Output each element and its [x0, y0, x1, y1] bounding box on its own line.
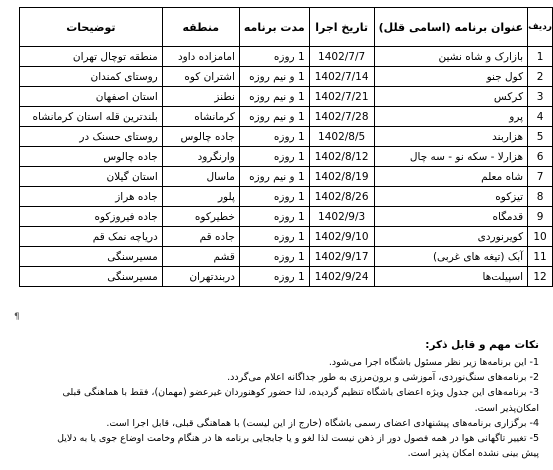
- cell-duration: 1 روزه: [239, 187, 309, 207]
- cell-notes: روستای کمندان: [20, 67, 163, 87]
- cell-row-number: 12: [528, 267, 553, 287]
- cell-date: 1402/9/24: [309, 267, 374, 287]
- cell-region: ماسال: [162, 167, 239, 187]
- note-item: 5- تغییر تاگهانی هوا در همه فصول دور از ذهن نیست لذا لغو و یا جابجایی برنامه ها در هنگام وخامت اوضاع جوی یا به دلایل: [57, 433, 539, 445]
- cell-date: 1402/9/17: [309, 247, 374, 267]
- cell-duration: 1 و نیم روزه: [239, 87, 309, 107]
- notes-list: [14, 355, 539, 461]
- cell-notes: استان اصفهان: [20, 87, 163, 107]
- cell-duration: 1 روزه: [239, 127, 309, 147]
- cell-notes: مسیرسنگی: [20, 247, 163, 267]
- cell-date: 1402/8/26: [309, 187, 374, 207]
- cell-date: 1402/9/10: [309, 227, 374, 247]
- header-date: تاریخ اجرا: [309, 8, 374, 47]
- note-item: 2- برنامه‌های سنگ‌نوردی، آموزشی و برون‌مرزی به طور جداگانه اعلام می‌گردد.: [227, 372, 539, 384]
- cell-program-title: تیزکوه: [374, 187, 528, 207]
- table-row: [20, 47, 553, 67]
- cell-duration: 1 و نیم روزه: [239, 67, 309, 87]
- table-row: [20, 127, 553, 147]
- header-region: منطقه: [162, 8, 239, 47]
- cell-program-title: آبک (تیغه های غربی): [374, 247, 528, 267]
- header-row-number: ردیف: [528, 8, 553, 47]
- cell-notes: روستای حسنک در: [20, 127, 163, 147]
- cell-duration: 1 و نیم روزه: [239, 107, 309, 127]
- table-row: [20, 207, 553, 227]
- cell-program-title: کویرنوردی: [374, 227, 528, 247]
- cell-region: وارنگرود: [162, 147, 239, 167]
- table-header-row: [20, 8, 553, 47]
- cell-region: امامزاده داود: [162, 47, 239, 67]
- cell-row-number: 3: [528, 87, 553, 107]
- cell-program-title: شاه معلم: [374, 167, 528, 187]
- cell-region: جاده قم: [162, 227, 239, 247]
- table-row: [20, 87, 553, 107]
- cell-row-number: 5: [528, 127, 553, 147]
- notes-title: نکات مهم و قابل ذکر:: [425, 339, 539, 351]
- cell-row-number: 9: [528, 207, 553, 227]
- header-notes: توضیحات: [20, 8, 163, 47]
- cell-duration: 1 روزه: [239, 267, 309, 287]
- cell-duration: 1 روزه: [239, 207, 309, 227]
- cell-row-number: 8: [528, 187, 553, 207]
- cell-program-title: کرکس: [374, 87, 528, 107]
- table-row: [20, 167, 553, 187]
- cell-program-title: پرو: [374, 107, 528, 127]
- cell-region: پلور: [162, 187, 239, 207]
- cell-program-title: هزارلا - سکه نو - سه چال: [374, 147, 528, 167]
- table-row: [20, 67, 553, 87]
- note-item: 3- برنامه‌های این جدول ویژه اعضای باشگاه تنظیم گردیده، لذا حضور کوهنوردان غیرعضو (مهمان)، فقط با هماهنگی قبلی: [62, 387, 539, 399]
- cell-notes: منطقه توچال تهران: [20, 47, 163, 67]
- cell-duration: 1 روزه: [239, 47, 309, 67]
- cell-program-title: اسپیلت‌ها: [374, 267, 528, 287]
- cell-program-title: قدمگاه: [374, 207, 528, 227]
- cell-region: جاده چالوس: [162, 127, 239, 147]
- cell-notes: مسیرسنگی: [20, 267, 163, 287]
- cell-notes: جاده هراز: [20, 187, 163, 207]
- cell-row-number: 6: [528, 147, 553, 167]
- cell-date: 1402/8/5: [309, 127, 374, 147]
- note-item: امکان‌پذیر است.: [474, 402, 539, 414]
- cell-notes: جاده فیروزکوه: [20, 207, 163, 227]
- cell-notes: جاده چالوس: [20, 147, 163, 167]
- header-duration: مدت برنامه: [239, 8, 309, 47]
- cell-date: 1402/8/19: [309, 167, 374, 187]
- program-schedule-table: [19, 7, 553, 287]
- table-row: [20, 267, 553, 287]
- cell-date: 1402/7/14: [309, 67, 374, 87]
- note-item: 4- برگزاری برنامه‌های پیشنهادی اعضای رسمی باشگاه (خارج از این لیست) با هماهنگی قبلی، قابل اجرا است.: [106, 417, 539, 429]
- cell-notes: دریاچه نمک قم: [20, 227, 163, 247]
- table-row: [20, 247, 553, 267]
- table-row: [20, 227, 553, 247]
- cell-region: کرمانشاه: [162, 107, 239, 127]
- paragraph-mark: ¶: [14, 312, 20, 322]
- cell-row-number: 1: [528, 47, 553, 67]
- cell-date: 1402/7/7: [309, 47, 374, 67]
- table-row: [20, 187, 553, 207]
- cell-duration: 1 و نیم روزه: [239, 167, 309, 187]
- cell-region: دربندتهران: [162, 267, 239, 287]
- table-row: [20, 107, 553, 127]
- cell-row-number: 2: [528, 67, 553, 87]
- cell-duration: 1 روزه: [239, 227, 309, 247]
- cell-date: 1402/7/28: [309, 107, 374, 127]
- cell-row-number: 11: [528, 247, 553, 267]
- cell-date: 1402/7/21: [309, 87, 374, 107]
- cell-region: خطیرکوه: [162, 207, 239, 227]
- cell-row-number: 7: [528, 167, 553, 187]
- header-program-title: عنوان برنامه (اسامی قلل): [374, 8, 528, 47]
- cell-region: نطنز: [162, 87, 239, 107]
- cell-row-number: 10: [528, 227, 553, 247]
- cell-row-number: 4: [528, 107, 553, 127]
- cell-duration: 1 روزه: [239, 147, 309, 167]
- cell-program-title: هزاربند: [374, 127, 528, 147]
- cell-region: قشم: [162, 247, 239, 267]
- cell-date: 1402/8/12: [309, 147, 374, 167]
- cell-notes: بلندترین قله استان کرمانشاه: [20, 107, 163, 127]
- note-item: 1- این برنامه‌ها زیر نظر مسئول باشگاه اجرا می‌شود.: [328, 357, 539, 368]
- note-item: پیش بینی نشده امکان پذیر است.: [407, 448, 539, 460]
- notes-section: [14, 339, 539, 461]
- cell-region: اشتران کوه: [162, 67, 239, 87]
- cell-notes: استان گیلان: [20, 167, 163, 187]
- cell-program-title: بازارک و شاه نشین: [374, 47, 528, 67]
- table-row: [20, 147, 553, 167]
- cell-program-title: کول جنو: [374, 67, 528, 87]
- cell-duration: 1 روزه: [239, 247, 309, 267]
- cell-date: 1402/9/3: [309, 207, 374, 227]
